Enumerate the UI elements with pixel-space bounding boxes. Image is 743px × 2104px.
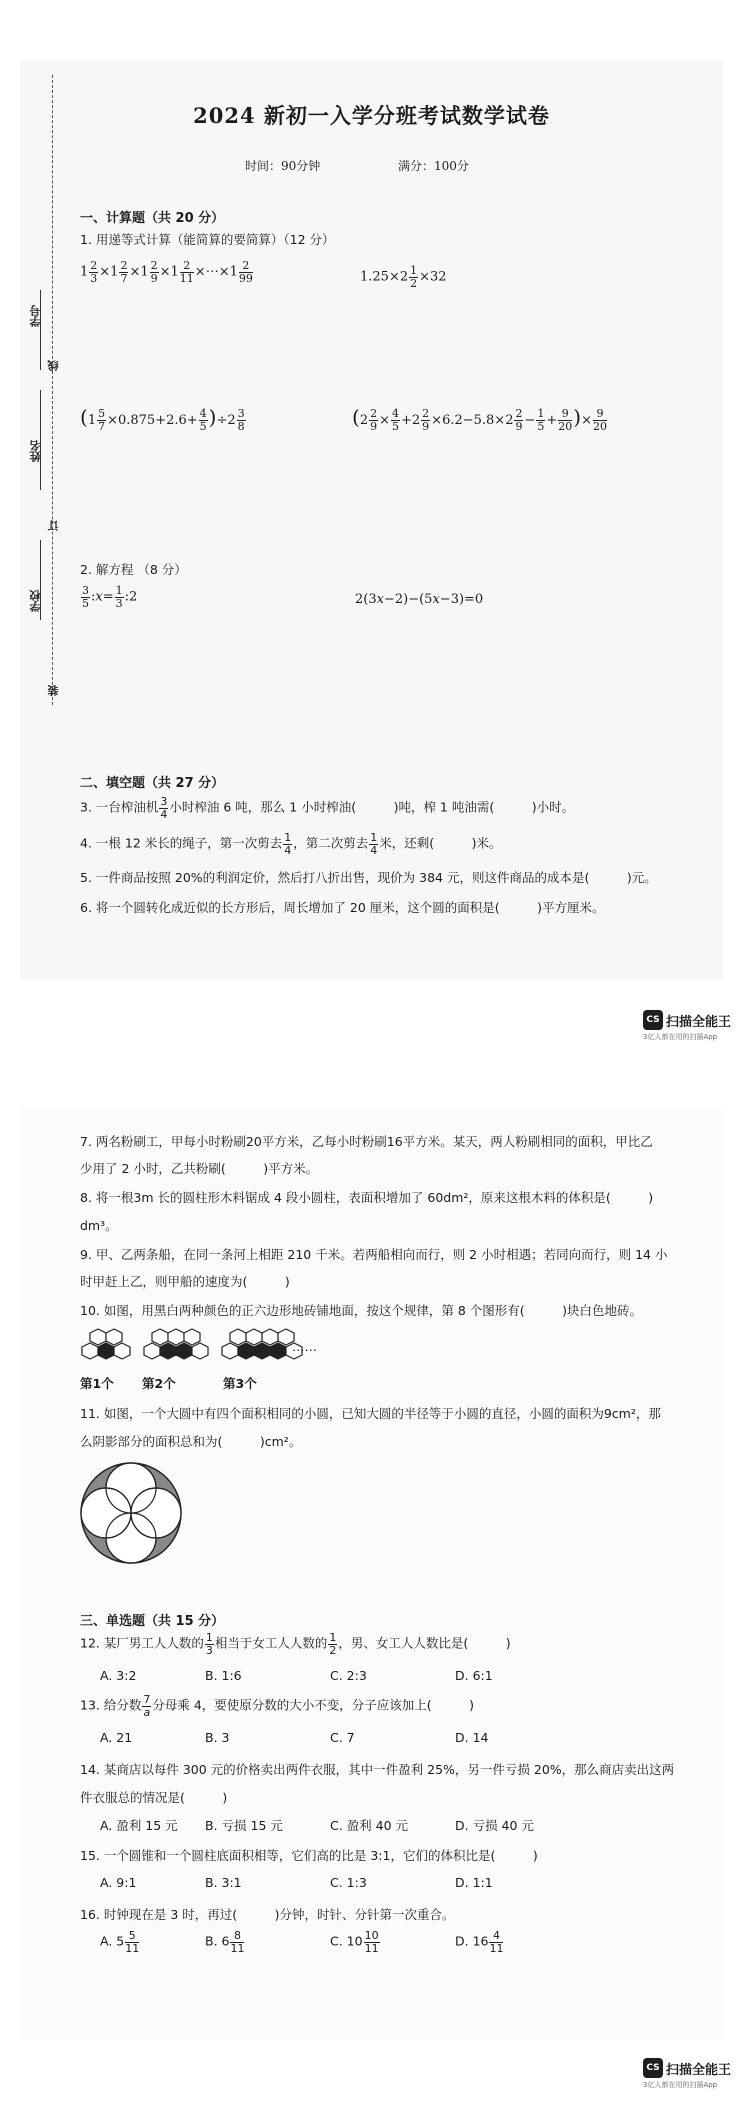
q15-option-d[interactable]: D. 1:1	[455, 1875, 493, 1890]
hexagon-white	[152, 1329, 168, 1345]
question-6: 6. 将一个圆转化成近似的长方形后，周长增加了 20 厘米，这个圆的面积是( )平方厘米。	[80, 900, 605, 915]
q13-option-c[interactable]: C. 7	[330, 1730, 355, 1745]
q15-option-b[interactable]: B. 3:1	[205, 1875, 242, 1890]
hexagon-white	[114, 1343, 130, 1359]
q13-option-d[interactable]: D. 14	[455, 1730, 489, 1745]
hexagon-white	[230, 1329, 246, 1345]
figure-label-2: 第2个	[142, 1376, 176, 1391]
equation-2b: 2(3x−2)−(5x−3)=0	[355, 592, 484, 607]
question-9-line2: 时甲赶上乙，则甲船的速度为( )	[80, 1274, 290, 1289]
q15-option-a[interactable]: A. 9:1	[100, 1875, 137, 1890]
binding-order-label: 订	[47, 520, 60, 531]
q12-option-d[interactable]: D. 6:1	[455, 1668, 493, 1683]
hexagon-white	[90, 1329, 106, 1345]
q12-option-a[interactable]: A. 3:2	[100, 1668, 137, 1683]
expr-1b: 1.25×2 $\frac{1}{2}$ ×32	[360, 264, 447, 290]
binding-dashed-line	[52, 75, 53, 705]
question-12: 12. 某厂男工人人数的 $\frac{1}{3}$ 相当于女工人人数的 $\frac{1}{2}$ ，男、女工人人数比是( )	[80, 1631, 511, 1657]
question-11-line1: 11. 如图，一个大圆中有四个面积相同的小圆，已知大圆的半径等于小圆的直径，小圆的面积为9cm²，那	[80, 1406, 661, 1421]
figure-label-1: 第1个	[80, 1376, 114, 1391]
question-2: 2. 解方程 （8 分）	[80, 562, 187, 577]
scanner-tagline: 3亿人都在用的扫描App	[643, 1033, 718, 1041]
q14-option-c[interactable]: C. 盈利 40 元	[330, 1818, 409, 1833]
expr-1a: 1 $\frac{2}{3}$ ×1 $\frac{2}{7}$ ×1 $\frac{2}{9}$ ×1 $\frac{2}{11}$ ×⋯×1 $\frac{2}{99}$	[80, 259, 253, 285]
hexagon-black	[270, 1343, 286, 1359]
hexagon-white	[246, 1329, 262, 1345]
q14-option-d[interactable]: D. 亏损 40 元	[455, 1818, 534, 1833]
scanner-name: 扫描全能王	[666, 2062, 732, 2078]
question-10: 10. 如图，用黑白两种颜色的正六边形地砖铺地面，按这个规律，第 8 个图形有( )块白色地砖。	[80, 1303, 643, 1318]
question-1: 1. 用递等式计算（能简算的要简算）（12 分）	[80, 232, 335, 247]
q15-option-c[interactable]: C. 1:3	[330, 1875, 367, 1890]
hexagon-black	[176, 1343, 192, 1359]
hexagon-white	[184, 1329, 200, 1345]
expr-1d: (2 $\frac{2}{9}$ × $\frac{4}{5}$ +2 $\frac{2}{9}$ ×6.2−5.8×2 $\frac{2}{9}$ − $\frac{1}{5}$ + $\frac{9}{20}$ )× $\frac{9}{20}$	[352, 405, 608, 433]
student-no-label: 学号	[29, 305, 42, 327]
question-4: 4. 一根 12 米长的绳子，第一次剪去 $\frac{1}{4}$ ，第二次剪去 $\frac{1}{4}$ 米，还剩( )米。	[80, 831, 502, 857]
binding-line-label: 线	[47, 360, 60, 371]
scanner-badge-icon: CS	[643, 2058, 663, 2078]
circles-figure	[78, 1460, 184, 1566]
school-label: 学校	[29, 590, 42, 612]
section1-heading: 一、计算题（共 20 分）	[80, 211, 225, 226]
q13-option-a[interactable]: A. 21	[100, 1730, 133, 1745]
hexagon-black	[160, 1343, 176, 1359]
hexagon-white	[82, 1343, 98, 1359]
binding-bind-label: 装	[47, 685, 60, 696]
student-no-line	[40, 290, 41, 370]
hexagon-white	[192, 1343, 208, 1359]
hexagon-black	[98, 1343, 114, 1359]
hexagon-white	[106, 1329, 122, 1345]
question-8-line2: dm³。	[80, 1218, 118, 1233]
equation-2a: $\frac{3}{5}$ :x= $\frac{1}{3}$ :2	[82, 584, 138, 610]
q16-option-a[interactable]: A. 5 $\frac{5}{11}$	[100, 1929, 140, 1955]
question-9-line1: 9. 甲、乙两条船，在同一条河上相距 210 千米。若两船相向而行，则 2 小时相遇；若同向而行，则 14 小	[80, 1247, 668, 1262]
pattern-ellipsis: ……	[292, 1339, 317, 1354]
hexagon-white	[144, 1343, 160, 1359]
q16-option-b[interactable]: B. 6 $\frac{8}{11}$	[205, 1929, 245, 1955]
question-11-line2: 么阴影部分的面积总和为( )cm²。	[80, 1434, 302, 1449]
scanner-name: 扫描全能王	[666, 1014, 732, 1030]
question-5: 5. 一件商品按照 20%的利润定价，然后打八折出售，现价为 384 元，则这件商品的成本是( )元。	[80, 870, 657, 885]
hexagon-black	[238, 1343, 254, 1359]
q12-option-b[interactable]: B. 1:6	[205, 1668, 242, 1683]
name-label: 姓名	[29, 440, 42, 462]
expr-1c: (1 $\frac{5}{7}$ ×0.875+2.6+ $\frac{4}{5}$ )÷2 $\frac{3}{8}$	[80, 405, 245, 433]
question-15: 15. 一个圆锥和一个圆柱底面积相等，它们高的比是 3:1，它们的体积比是( )	[80, 1848, 538, 1863]
question-8-line1: 8. 将一根3m 长的圆柱形木料锯成 4 段小圆柱，表面积增加了 60dm²，原来这根木料的体积是( )	[80, 1190, 654, 1205]
scanner-tagline: 3亿人都在用的扫描App	[643, 2081, 718, 2089]
q16-option-d[interactable]: D. 16 $\frac{4}{11}$	[455, 1929, 504, 1955]
question-7-line1: 7. 两名粉刷工，甲每小时粉刷20平方米，乙每小时粉刷16平方米。某天，两人粉刷相同的面积，甲比乙	[80, 1134, 653, 1149]
scanner-logo-2	[643, 2058, 732, 2089]
hexagon-white	[222, 1343, 238, 1359]
question-16: 16. 时钟现在是 3 时，再过( )分钟，时针、分针第一次重合。	[80, 1907, 455, 1922]
q14-option-a[interactable]: A. 盈利 15 元	[100, 1818, 178, 1833]
exam-title: 2024 新初一入学分班考试数学试卷	[193, 103, 550, 128]
scanner-badge-icon: CS	[643, 1010, 663, 1030]
question-14-line1: 14. 某商店以每件 300 元的价格卖出两件衣服，其中一件盈利 25%，另一件亏损 20%，那么商店卖出这两	[80, 1762, 675, 1777]
question-14-line2: 件衣服总的情况是( )	[80, 1790, 228, 1805]
exam-score: 满分：100分	[398, 159, 469, 173]
exam-time: 时间：90分钟	[245, 159, 321, 173]
scanner-logo-1	[643, 1010, 732, 1041]
q12-option-c[interactable]: C. 2:3	[330, 1668, 367, 1683]
question-13: 13. 给分数 $\frac{7}{a}$ 分母乘 4，要使原分数的大小不变，分子应该加上( )	[80, 1693, 475, 1719]
q13-option-b[interactable]: B. 3	[205, 1730, 230, 1745]
q14-option-b[interactable]: B. 亏损 15 元	[205, 1818, 283, 1833]
hexagon-black	[254, 1343, 270, 1359]
q16-option-c[interactable]: C. 10 $\frac{10}{11}$	[330, 1929, 379, 1955]
hexagon-white	[262, 1329, 278, 1345]
figure-label-3: 第3个	[223, 1376, 257, 1391]
question-3: 3. 一台榨油机 $\frac{3}{4}$ 小时榨油 6 吨，那么 1 小时榨油( )吨，榨 1 吨油需( )小时。	[80, 795, 575, 821]
section2-heading: 二、填空题（共 27 分）	[80, 776, 225, 791]
question-7-line2: 少用了 2 小时，乙共粉刷( )平方米。	[80, 1161, 319, 1176]
section3-heading: 三、单选题（共 15 分）	[80, 1614, 225, 1629]
hexagon-white	[168, 1329, 184, 1345]
